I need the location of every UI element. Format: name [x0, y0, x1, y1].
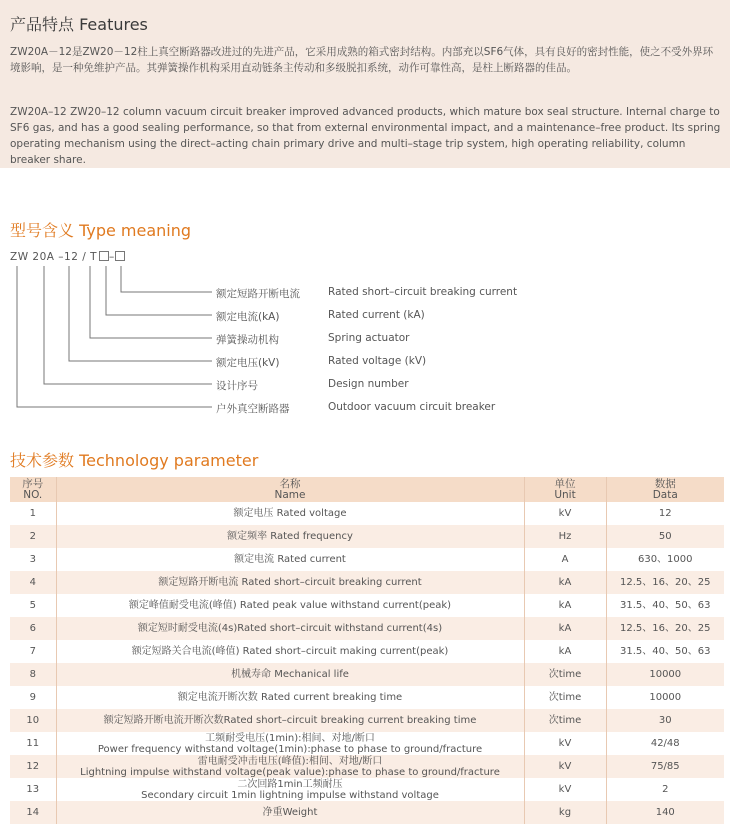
cell-name: 雷电耐受冲击电压(峰值):相间、对地/断口 Lightning impulse withstand voltage(peak value):phase to phase to ground/fracture	[56, 755, 524, 778]
bracket-line-4	[69, 266, 212, 361]
tech-parameter-table	[10, 477, 724, 824]
cell-unit: 次time	[524, 686, 606, 709]
cell-unit: kV	[524, 755, 606, 778]
table-row	[10, 502, 724, 525]
bracket-line-3	[90, 266, 212, 338]
table-row	[10, 571, 724, 594]
cell-no: 8	[10, 663, 56, 686]
cell-unit: kV	[524, 502, 606, 525]
cell-no: 3	[10, 548, 56, 571]
cell-no: 2	[10, 525, 56, 548]
cell-unit: kg	[524, 801, 606, 824]
bracket-line-1	[121, 266, 212, 292]
cell-unit: A	[524, 548, 606, 571]
type-item-en: Rated voltage (kV)	[328, 355, 427, 367]
type-meaning-title: 型号含义 Type meaning	[10, 221, 192, 240]
cell-data: 10000	[649, 669, 682, 680]
model-code-text: ZW 20A –12 / T	[10, 251, 98, 263]
cell-unit: kA	[524, 617, 606, 640]
cell-data: 2	[662, 784, 669, 795]
type-item-cn: 设计序号	[216, 380, 258, 392]
model-code	[10, 251, 125, 263]
cell-name: 额定短路关合电流(峰值) Rated short–circuit making current(peak)	[56, 640, 524, 663]
cell-no: 4	[10, 571, 56, 594]
cell-name: 额定电压 Rated voltage	[56, 502, 524, 525]
type-item-en: Rated current (kA)	[328, 309, 425, 321]
code-box-2	[115, 251, 125, 261]
cell-data: 12.5、16、20、25	[620, 623, 711, 634]
features-text-en: ZW20A–12 ZW20–12 column vacuum circuit breaker improved advanced products, which mature box seal structure. Internal charge to SF6 gas, and has a good sealing performance, so that from external environmental impact, and a maintenance–free product. Its spring operating mechanism using the direct–acting chain primary drive and multi–stage trip system, high operating reliability, column breaker share.	[10, 106, 721, 166]
type-item-cn: 弹簧操动机构	[216, 334, 279, 346]
code-box-sep: –	[109, 251, 115, 263]
cell-unit: kA	[524, 571, 606, 594]
cell-unit: kV	[524, 778, 606, 801]
table-row	[10, 548, 724, 571]
type-item-en: Outdoor vacuum circuit breaker	[328, 401, 496, 413]
header-unit: 单位 Unit	[524, 477, 606, 502]
cell-data: 75/85	[650, 761, 680, 772]
cell-no: 5	[10, 594, 56, 617]
cell-data: 30	[658, 715, 672, 726]
cell-name: 额定短路开断电流 Rated short–circuit breaking current	[56, 571, 524, 594]
features-title: 产品特点 Features	[10, 15, 148, 34]
type-item-en: Design number	[328, 378, 409, 390]
cell-name: 二次回路1min工频耐压 Secondary circuit 1min lightning impulse withstand voltage	[56, 778, 524, 801]
type-item-en: Rated short–circuit breaking current	[328, 286, 518, 298]
cell-unit: 次time	[524, 709, 606, 732]
type-item-cn: 额定短路开断电流	[216, 288, 300, 300]
cell-data: 31.5、40、50、63	[620, 600, 711, 611]
cell-name: 净重Weight	[56, 801, 524, 824]
cell-name: 额定电流开断次数 Rated current breaking time	[56, 686, 524, 709]
type-item-cn: 户外真空断路器	[216, 403, 290, 415]
cell-name: 额定短路开断电流开断次数Rated short–circuit breaking current breaking time	[56, 709, 524, 732]
features-text-cn: ZW20A－12是ZW20－12柱上真空断路器改进过的先进产品，它采用成熟的箱式密封结构。内部充以SF6气体，具有良好的密封性能，使之不受外界环境影响，是一种免维护产品。其弹簧操作机构采用直动链条主传动和多级脱扣系统，动作可靠性高，是柱上断路器的佳品。	[10, 46, 714, 74]
cell-no: 7	[10, 640, 56, 663]
cell-data: 10000	[649, 692, 682, 703]
table-row	[10, 663, 724, 686]
table-row	[10, 732, 724, 755]
cell-data: 140	[655, 807, 675, 818]
cell-data: 42/48	[650, 738, 680, 749]
type-item-cn: 额定电压(kV)	[216, 357, 280, 369]
cell-name: 工频耐受电压(1min):相间、对地/断口 Power frequency withstand voltage(1min):phase to phase to ground/fracture	[56, 732, 524, 755]
table-row	[10, 525, 724, 548]
bracket-line-6	[17, 266, 212, 407]
cell-no: 11	[10, 732, 56, 755]
cell-no: 12	[10, 755, 56, 778]
cell-data: 31.5、40、50、63	[620, 646, 711, 657]
table-row	[10, 709, 724, 732]
cell-no: 10	[10, 709, 56, 732]
table-header-row	[10, 477, 724, 502]
cell-data: 12.5、16、20、25	[620, 577, 711, 588]
table-row	[10, 617, 724, 640]
cell-name: 额定电流 Rated current	[56, 548, 524, 571]
cell-unit: Hz	[524, 525, 606, 548]
cell-no: 1	[10, 502, 56, 525]
bracket-line-5	[44, 266, 212, 384]
table-row	[10, 594, 724, 617]
table-row	[10, 755, 724, 778]
cell-data: 50	[658, 531, 672, 542]
cell-unit: kA	[524, 594, 606, 617]
cell-data: 630、1000	[637, 554, 693, 565]
cell-unit: kV	[524, 732, 606, 755]
cell-no: 13	[10, 778, 56, 801]
cell-no: 6	[10, 617, 56, 640]
table-row	[10, 801, 724, 824]
cell-unit: 次time	[524, 663, 606, 686]
cell-data: 12	[658, 508, 672, 519]
features-section	[0, 0, 730, 168]
cell-name: 额定频率 Rated frequency	[56, 525, 524, 548]
cell-no: 14	[10, 801, 56, 824]
cell-no: 9	[10, 686, 56, 709]
tech-parameter-title: 技术参数 Technology parameter	[10, 451, 259, 470]
header-no: 序号 NO.	[10, 477, 56, 502]
type-item-en: Spring actuator	[328, 332, 410, 344]
type-item-cn: 额定电流(kA)	[216, 311, 280, 323]
table-row	[10, 686, 724, 709]
code-box-1	[99, 251, 109, 261]
cell-name: 额定短时耐受电流(4s)Rated short–circuit withstand current(4s)	[56, 617, 524, 640]
table-row	[10, 778, 724, 801]
cell-name: 机械寿命 Mechanical life	[56, 663, 524, 686]
cell-name: 额定峰值耐受电流(峰值) Rated peak value withstand current(peak)	[56, 594, 524, 617]
bracket-line-2	[106, 266, 212, 315]
header-name: 名称 Name	[56, 477, 524, 502]
header-data: 数据 Data	[652, 477, 678, 501]
cell-unit: kA	[524, 640, 606, 663]
table-row	[10, 640, 724, 663]
